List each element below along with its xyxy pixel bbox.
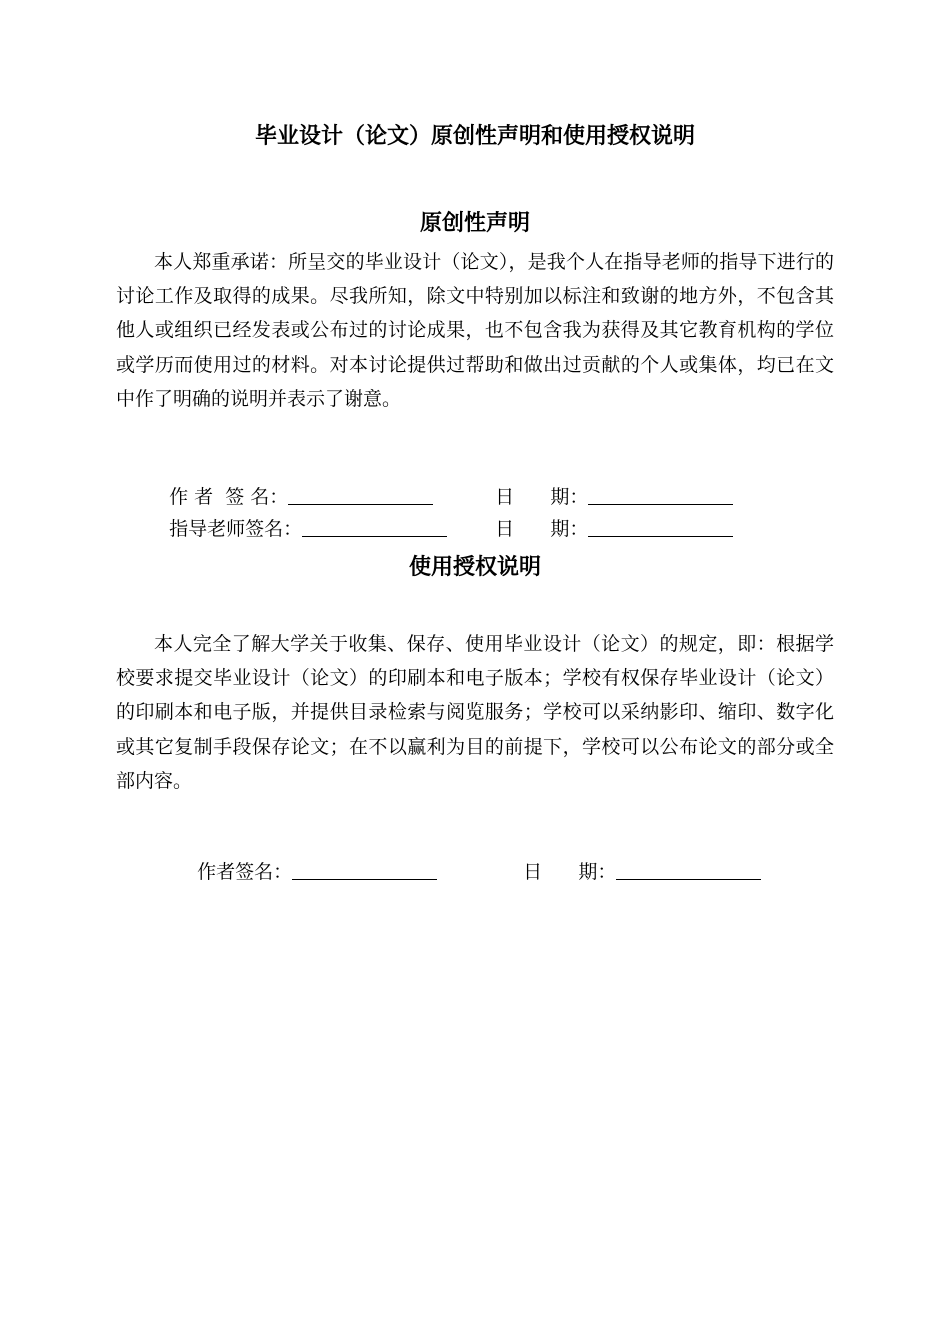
author-date-label: 日 期：	[495, 486, 589, 508]
advisor-date-label: 日 期：	[495, 518, 589, 540]
auth-date-label: 日 期：	[523, 861, 617, 883]
auth-date-field[interactable]	[616, 857, 761, 880]
authorization-text-part2: 大学关于收集、保存、使用毕业设计（论文）的规定，即：根据学校要求提交毕业设计（论文）的印刷本和电子版本；学校有权保存毕业设计（论文）的印刷本和电子版，并提供目录检索与阅览服务；学校可以采纳影印、缩印、数字化或其它复制手段保存论文；在不以赢利为目的前提下，学校可以公布论文的部分或全部内容。	[116, 633, 834, 792]
auth-author-signature-field[interactable]	[292, 857, 437, 880]
authorization-text-part1: 本人完全了解	[154, 633, 271, 655]
auth-date-row	[511, 821, 761, 889]
originality-paragraph	[116, 245, 834, 416]
advisor-signature-field[interactable]	[302, 514, 447, 537]
advisor-date-field[interactable]	[588, 514, 733, 537]
authorization-paragraph	[116, 627, 834, 798]
advisor-signature-label: 指导老师签名：	[169, 518, 303, 540]
auth-author-signature-row	[185, 821, 437, 889]
advisor-date-row	[483, 478, 733, 546]
originality-text-part2: 及其它教育机构的学位或学历而使用过的材料。对本讨论提供过帮助和做出过贡献的个人或集体，均已在文中作了明确的说明并表示了谢意。	[116, 319, 834, 410]
authorization-title: 使用授权说明	[408, 555, 541, 580]
auth-author-signature-label: 作者签名：	[197, 861, 293, 883]
document-title: 毕业设计（论文）原创性声明和使用授权说明	[254, 124, 695, 149]
originality-text-part1: 本人郑重承诺：所呈交的毕业设计（论文），是我个人在指导老师的指导下进行的讨论工作及取得的成果。尽我所知，除文中特别加以标注和致谢的地方外，不包含其他人或组织已经发表或公布过的讨论成果，也不包含我为获得	[116, 251, 834, 342]
originality-title: 原创性声明	[419, 211, 530, 236]
advisor-signature-row	[157, 478, 447, 546]
author-signature-label: 作 者 签 名：	[169, 486, 289, 508]
